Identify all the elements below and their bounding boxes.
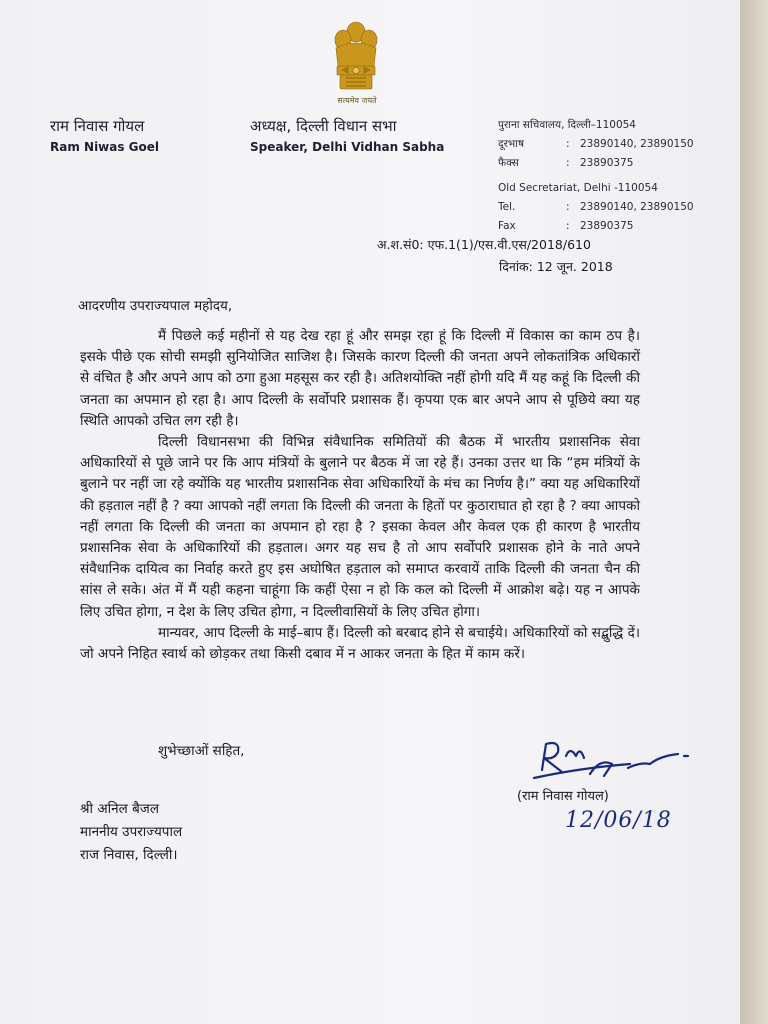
fax-hindi-row <box>498 154 694 173</box>
phone-label-hindi: दूरभाष <box>498 138 525 150</box>
phone-english: 23890140, 23890150 <box>580 201 694 213</box>
fax-label-english: Fax <box>498 220 516 232</box>
background-surface <box>740 0 768 1024</box>
salutation: आदरणीय उपराज्यपाल महोदय, <box>78 298 233 314</box>
recipient-name: श्री अनिल बैजल <box>80 801 159 817</box>
body-paragraph-2: दिल्ली विधानसभा की विभिन्न संवैधानिक समितियों की बैठक में भारतीय प्रशासनिक सेवा अधिकारियों से पूछे जाने पर कि आप मंत्रियों के बुलाने पर बैठक में जा रहे हैं। उनका उत्तर था कि “हम मंत्रियों के बुलाने पर नहीं जा रहे क्योंकि यह भारतीय प्रशासनिक सेवा अधिकारियों के मंच का निर्णय है।” क्या यह अधिकारियों की हड़ताल नहीं है ? क्या आपको नहीं लगता कि दिल्ली की जनता के हितों पर कुठाराघात हो रहा है ? क्या आपको नहीं लगता कि दिल्ली की जनता का अपमान हो रहा है ? इसका केवल और केवल एक ही कारण है भारतीय प्रशासनिक सेवा के अधिकारियों की हड़ताल। अगर यह सच है तो आप सर्वोपरि प्रशासक होने के नाते अपने संवैधानिक दायित्व का निर्वाह करते हुए इस अघोषित हड़ताल को समाप्त करवायें ताकि दिल्ली की जनता चैन की सांस ले सके। अंत में मैं यही कहना चाहूंगा कि कहीं ऐसा न हो कि कल को दिल्ली में आक्रोश बढ़े। यह न आपके लिए उचित होगा, न देश के लिए उचित होगा, न दिल्लीवासियों के लिए उचित होगा। <box>80 434 640 620</box>
national-emblem-icon <box>328 18 384 96</box>
sender-name-hindi: राम निवास गोयल <box>50 117 145 135</box>
letter-body <box>80 326 640 665</box>
reference-block <box>377 234 613 278</box>
emblem-motto: सत्यमेव जयते <box>337 96 377 105</box>
handwritten-date: 12/06/18 <box>565 808 672 833</box>
colon: : <box>566 157 570 169</box>
recipient-designation: माननीय उपराज्यपाल <box>80 824 183 840</box>
phone-english-row <box>498 198 694 217</box>
phone-hindi: 23890140, 23890150 <box>580 138 694 150</box>
recipient-block <box>80 798 182 867</box>
signatory-name: (राम निवास गोयल) <box>517 789 609 804</box>
address-block <box>498 116 694 236</box>
phone-label-english: Tel. <box>498 201 516 213</box>
address-english: Old Secretariat, Delhi -110054 <box>498 182 658 194</box>
office-title-english: Speaker, Delhi Vidhan Sabha <box>250 140 445 154</box>
sender-block <box>50 116 159 154</box>
fax-hindi: 23890375 <box>580 157 634 169</box>
reference-number: अ.श.सं0: एफ.1(1)/एस.वी.एस/2018/610 <box>377 237 591 252</box>
fax-label-hindi: फैक्स <box>498 157 519 169</box>
colon: : <box>566 201 570 213</box>
phone-hindi-row <box>498 135 694 154</box>
letter-date: दिनांक: 12 जून. 2018 <box>499 259 613 274</box>
closing-line: शुभेच्छाओं सहित, <box>158 743 245 759</box>
office-block <box>250 116 444 154</box>
body-paragraph-1: मैं पिछले कई महीनों से यह देख रहा हूं और समझ रहा हूं कि दिल्ली में विकास का काम ठप है। इसके पीछे एक सोची समझी सुनियोजित साजिश है। जिसके कारण दिल्ली की जनता अपने लोकतांत्रिक अधिकारों से वंचित है और अपने आप को ठगा हुआ महसूस कर रही है। अतिशयोक्ति नहीं होगी यदि मैं यह कहूं कि दिल्ली की जनता का अपमान हो रहा है। आप दिल्ली के सर्वोपरि प्रशासक हैं। कृपया एक बार अपने आप से पूछिये क्या यह स्थिति आपको उचित लग रही है। <box>80 328 640 429</box>
colon: : <box>566 220 570 232</box>
fax-english: 23890375 <box>580 220 634 232</box>
address-hindi: पुराना सचिवालय, दिल्ली–110054 <box>498 119 636 131</box>
recipient-address: राज निवास, दिल्ली। <box>80 847 178 863</box>
handwritten-signature <box>520 734 700 784</box>
colon: : <box>566 138 570 150</box>
office-title-hindi: अध्यक्ष, दिल्ली विधान सभा <box>250 117 397 135</box>
sender-name-english: Ram Niwas Goel <box>50 140 160 154</box>
body-paragraph-3: मान्यवर, आप दिल्ली के माई–बाप हैं। दिल्ली को बरबाद होने से बचाईये। अधिकारियों को सद्बुद्धि दें। जो अपने निहित स्वार्थ को छोड़कर तथा किसी दबाव में न आकर जनता के हित में काम करें। <box>80 624 640 663</box>
